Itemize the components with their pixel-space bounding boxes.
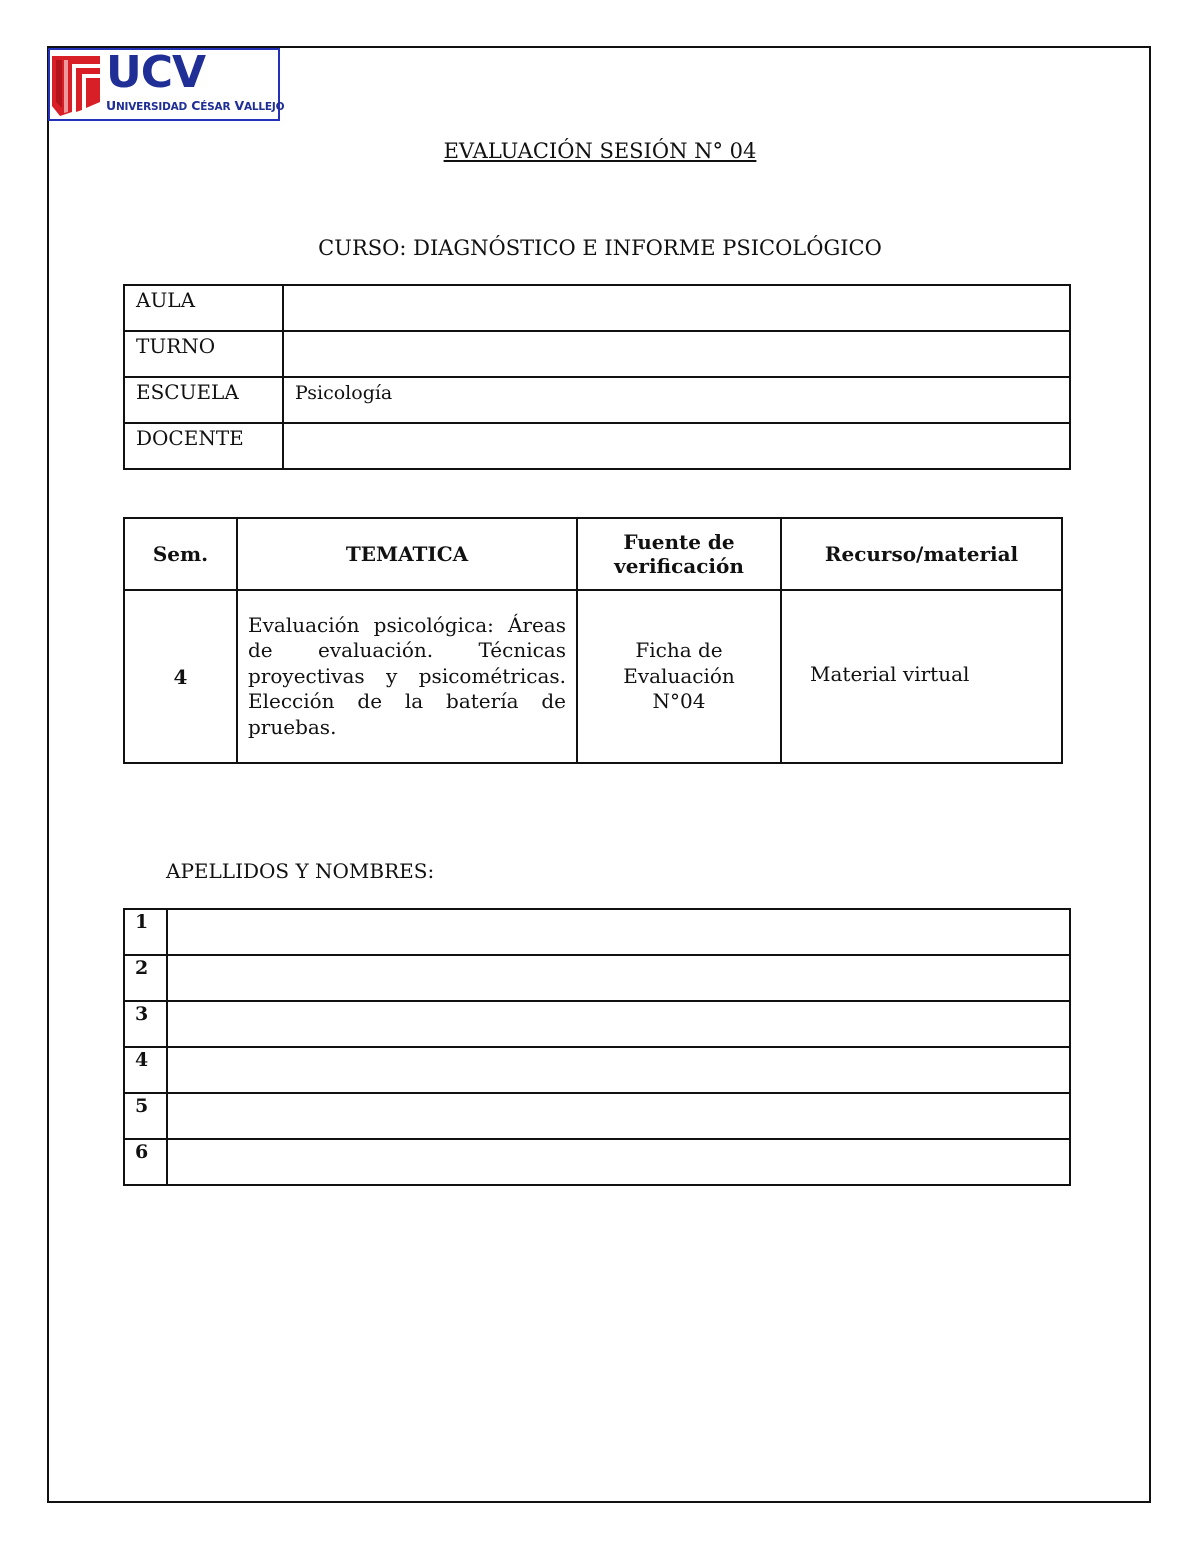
name-row: [124, 1001, 1070, 1047]
info-label: AULA: [124, 285, 283, 331]
info-value-field[interactable]: [283, 285, 1070, 331]
name-row-number: 3: [124, 1001, 167, 1047]
name-field[interactable]: [167, 1047, 1070, 1093]
info-value-field[interactable]: Psicología: [283, 377, 1070, 423]
page-border: [47, 46, 1151, 1503]
info-row-docente: [124, 423, 1070, 469]
university-logo: [48, 47, 285, 121]
name-row-number: 5: [124, 1093, 167, 1139]
info-value-field[interactable]: [283, 423, 1070, 469]
session-row: [124, 590, 1062, 763]
header-tematica: TEMATICA: [237, 518, 577, 590]
session-tematica: Evaluación psicológica: Áreas de evaluación. Técnicas proyectivas y psicométricas. Elección de la batería de pruebas.: [237, 590, 577, 763]
name-row-number: 1: [124, 909, 167, 955]
session-fuente: Ficha de Evaluación N°04: [577, 590, 781, 763]
name-row-number: 6: [124, 1139, 167, 1185]
header-fuente: Fuente de verificación: [577, 518, 781, 590]
info-value-field[interactable]: [283, 331, 1070, 377]
session-number: 4: [124, 590, 237, 763]
name-row: [124, 1139, 1070, 1185]
name-field[interactable]: [167, 1001, 1070, 1047]
name-row: [124, 955, 1070, 1001]
session-header-row: [124, 518, 1062, 590]
header-sem: Sem.: [124, 518, 237, 590]
evaluation-title: EVALUACIÓN SESIÓN N° 04: [443, 139, 757, 163]
info-row-escuela: [124, 377, 1070, 423]
info-label: ESCUELA: [124, 377, 283, 423]
info-label: TURNO: [124, 331, 283, 377]
session-table: [123, 517, 1063, 764]
course-heading: CURSO: DIAGNÓSTICO E INFORME PSICOLÓGICO: [318, 236, 882, 260]
name-field[interactable]: [167, 909, 1070, 955]
name-row-number: 2: [124, 955, 167, 1001]
name-row: [124, 909, 1070, 955]
info-row-aula: [124, 285, 1070, 331]
logo-university-name: UNIVERSIDAD CÉSAR VALLEJO: [106, 98, 285, 113]
info-label: DOCENTE: [124, 423, 283, 469]
name-field[interactable]: [167, 1139, 1070, 1185]
name-row-number: 4: [124, 1047, 167, 1093]
session-recurso: Material virtual: [781, 590, 1062, 763]
header-recurso: Recurso/material: [781, 518, 1062, 590]
name-field[interactable]: [167, 955, 1070, 1001]
name-row: [124, 1093, 1070, 1139]
name-field[interactable]: [167, 1093, 1070, 1139]
info-row-turno: [124, 331, 1070, 377]
ucv-shield-icon: [50, 50, 106, 120]
name-row: [124, 1047, 1070, 1093]
names-label: APELLIDOS Y NOMBRES:: [166, 859, 435, 883]
logo-acronym: UCV: [106, 47, 206, 98]
info-table: [123, 284, 1071, 470]
names-table: [123, 908, 1071, 1186]
